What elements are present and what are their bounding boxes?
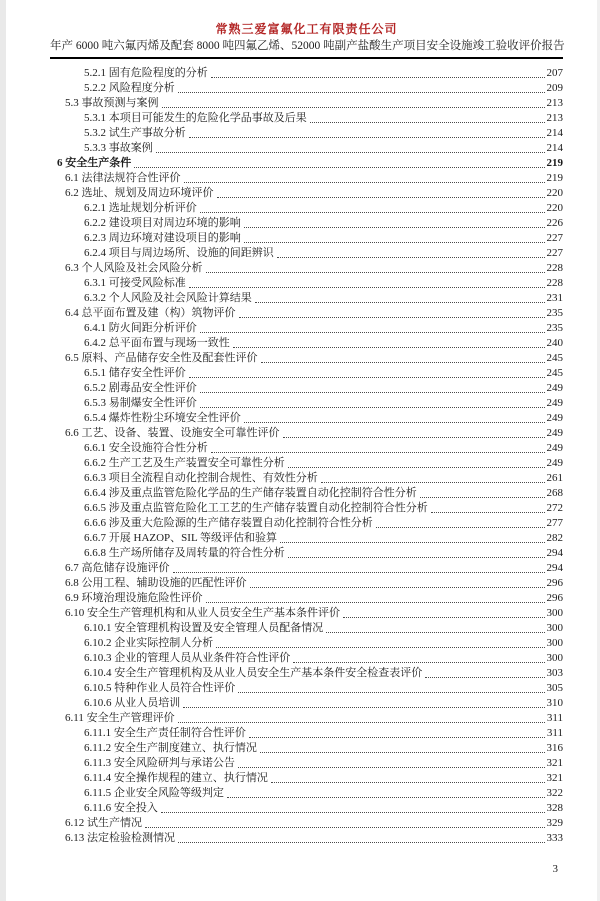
dot-leader	[189, 287, 545, 288]
toc-entry-page: 245	[546, 352, 563, 364]
toc-entry	[50, 681, 563, 696]
dot-leader	[200, 332, 545, 333]
toc-entry-label: 6.5.2 剧毒品安全性评价	[84, 382, 197, 394]
toc-entry-page: 294	[546, 547, 563, 559]
dot-leader	[260, 752, 545, 753]
toc-entry	[50, 306, 563, 321]
toc-entry-page: 231	[546, 292, 563, 304]
toc-entry	[50, 426, 563, 441]
dot-leader	[200, 212, 545, 213]
toc-entry	[50, 471, 563, 486]
dot-leader	[238, 767, 545, 768]
dot-leader	[211, 77, 545, 78]
toc-entry-label: 6.12 试生产情况	[65, 817, 142, 829]
toc-entry-label: 6.11 安全生产管理评价	[65, 712, 175, 724]
toc-entry-label: 6.4.1 防火间距分析评价	[84, 322, 197, 334]
dot-leader	[239, 317, 545, 318]
toc-entry-label: 6.2.2 建设项目对周边环境的影响	[84, 217, 241, 229]
toc-entry-label: 5.3.1 本项目可能发生的危险化学品事故及后果	[84, 112, 307, 124]
toc-entry-label: 6.6.6 涉及重大危险源的生产储存装置自动化控制符合性分析	[84, 517, 373, 529]
toc-entry	[50, 786, 563, 801]
toc-entry	[50, 336, 563, 351]
toc-entry	[50, 141, 563, 156]
toc-entry-label: 6.6.4 涉及重点监管危险化学品的生产储存装置自动化控制符合性分析	[84, 487, 417, 499]
toc-entry-page: 249	[546, 382, 563, 394]
toc-entry	[50, 831, 563, 846]
toc-entry-page: 240	[546, 337, 563, 349]
toc-entry-label: 6.13 法定检验检测情况	[65, 832, 175, 844]
toc-entry-label: 6.3.1 可接受风险标准	[84, 277, 186, 289]
toc-entry	[50, 711, 563, 726]
toc-entry	[50, 486, 563, 501]
toc-entry	[50, 381, 563, 396]
toc-entry	[50, 66, 563, 81]
toc-entry-label: 6.11.2 安全生产制度建立、执行情况	[84, 742, 257, 754]
toc-entry-label: 6.10.5 特种作业人员符合性评价	[84, 682, 236, 694]
toc-entry-page: 303	[546, 667, 563, 679]
toc-entry-page: 219	[546, 172, 563, 184]
toc-entry-page: 207	[546, 67, 563, 79]
toc-entry-page: 311	[546, 712, 563, 724]
dot-leader	[183, 707, 544, 708]
toc-entry-label: 6.6.3 项目全流程自动化控制合规性、有效性分析	[84, 472, 318, 484]
toc-entry	[50, 366, 563, 381]
toc-entry-label: 6.2.4 项目与周边场所、设施的间距辨识	[84, 247, 274, 259]
dot-leader	[189, 137, 545, 138]
dot-leader	[156, 152, 545, 153]
toc-entry-page: 220	[546, 187, 563, 199]
dot-leader	[200, 392, 545, 393]
toc-entry	[50, 591, 563, 606]
dot-leader	[227, 797, 545, 798]
toc-entry	[50, 651, 563, 666]
toc-entry-label: 6.3.2 个人风险及社会风险计算结果	[84, 292, 252, 304]
toc-entry	[50, 261, 563, 276]
toc-entry-page: 209	[546, 82, 563, 94]
toc-entry	[50, 81, 563, 96]
dot-leader	[238, 692, 544, 693]
dot-leader	[145, 827, 545, 828]
toc-entry-page: 213	[546, 97, 563, 109]
toc-entry-page: 294	[546, 562, 563, 574]
toc-entry	[50, 771, 563, 786]
dot-leader	[420, 497, 545, 498]
toc-entry	[50, 696, 563, 711]
dot-leader	[343, 617, 545, 618]
toc-entry-page: 321	[546, 772, 563, 784]
dot-leader	[321, 482, 545, 483]
toc-entry-label: 6.9 环境治理设施危险性评价	[65, 592, 203, 604]
toc-entry-label: 6.10.2 企业实际控制人分析	[84, 637, 214, 649]
toc-entry-label: 6.6.5 涉及重点监管危险化工工艺的生产储存装置自动化控制符合性分析	[84, 502, 428, 514]
dot-leader	[425, 677, 544, 678]
toc-entry-label: 6.6.2 生产工艺及生产装置安全可靠性分析	[84, 457, 285, 469]
page-content	[50, 22, 563, 846]
toc-entry-label: 6.6.7 开展 HAZOP、SIL 等级评估和验算	[84, 532, 278, 544]
dot-leader	[211, 452, 545, 453]
toc-entry-page: 296	[546, 577, 563, 589]
toc-entry-page: 296	[546, 592, 563, 604]
toc-entry-label: 6.6.8 生产场所储存及周转量的符合性分析	[84, 547, 285, 559]
toc-entry-page: 328	[546, 802, 563, 814]
toc-entry-label: 6 安全生产条件	[57, 157, 132, 169]
toc-entry	[50, 756, 563, 771]
toc-list	[50, 66, 563, 846]
toc-entry-page: 300	[546, 652, 563, 664]
toc-entry-label: 5.3 事故预测与案例	[65, 97, 159, 109]
dot-leader	[206, 272, 545, 273]
toc-entry-page: 272	[546, 502, 563, 514]
dot-leader	[280, 542, 544, 543]
toc-entry-label: 6.5.4 爆炸性粉尘环境安全性评价	[84, 412, 241, 424]
dot-leader	[189, 377, 545, 378]
dot-leader	[244, 227, 545, 228]
dot-leader	[431, 512, 545, 513]
toc-entry-page: 249	[546, 442, 563, 454]
toc-entry	[50, 396, 563, 411]
toc-entry	[50, 441, 563, 456]
toc-entry-page: 322	[546, 787, 563, 799]
toc-entry-label: 6.5.3 易制爆安全性评价	[84, 397, 197, 409]
toc-entry	[50, 246, 563, 261]
toc-entry	[50, 741, 563, 756]
toc-entry	[50, 186, 563, 201]
dot-leader	[326, 632, 544, 633]
dot-leader	[233, 347, 545, 348]
toc-entry-label: 5.2.1 固有危险程度的分析	[84, 67, 208, 79]
toc-entry-page: 321	[546, 757, 563, 769]
toc-entry-label: 5.3.2 试生产事故分析	[84, 127, 186, 139]
toc-entry-page: 219	[546, 157, 563, 169]
dot-leader	[200, 407, 545, 408]
toc-entry-label: 6.3 个人风险及社会风险分析	[65, 262, 203, 274]
toc-entry-label: 6.5.1 储存安全性评价	[84, 367, 186, 379]
dot-leader	[134, 167, 544, 168]
toc-entry-page: 268	[546, 487, 563, 499]
toc-entry-label: 6.4 总平面布置及建（构）筑物评价	[65, 307, 236, 319]
dot-leader	[288, 467, 545, 468]
toc-entry-page: 249	[546, 397, 563, 409]
toc-entry	[50, 276, 563, 291]
toc-entry-page: 220	[546, 202, 563, 214]
dot-leader	[310, 122, 545, 123]
toc-entry-label: 6.4.2 总平面布置与现场一致性	[84, 337, 230, 349]
toc-entry-page: 213	[546, 112, 563, 124]
toc-entry-label: 6.2.1 选址规划分析评价	[84, 202, 197, 214]
toc-entry-page: 329	[546, 817, 563, 829]
toc-entry	[50, 621, 563, 636]
toc-entry	[50, 516, 563, 531]
toc-entry-label: 6.8 公用工程、辅助设施的匹配性评价	[65, 577, 247, 589]
toc-entry	[50, 111, 563, 126]
dot-leader	[283, 437, 545, 438]
toc-entry-label: 6.6 工艺、设备、装置、设施安全可靠性评价	[65, 427, 280, 439]
toc-entry-page: 214	[546, 142, 563, 154]
toc-entry-page: 310	[546, 697, 563, 709]
toc-entry-page: 227	[546, 247, 563, 259]
toc-entry	[50, 156, 563, 171]
toc-entry	[50, 666, 563, 681]
dot-leader	[161, 812, 545, 813]
dot-leader	[244, 242, 545, 243]
dot-leader	[288, 557, 545, 558]
toc-entry-label: 6.10 安全生产管理机构和从业人员安全生产基本条件评价	[65, 607, 340, 619]
toc-entry-page: 316	[546, 742, 563, 754]
toc-entry	[50, 216, 563, 231]
toc-entry	[50, 561, 563, 576]
toc-entry-page: 249	[546, 412, 563, 424]
dot-leader	[293, 662, 544, 663]
report-title-header: 年产 6000 吨六氟丙烯及配套 8000 吨四氟乙烯、52000 吨副产盐酸生产项目安全设施竣工验收评价报告	[50, 40, 565, 52]
dot-leader	[244, 422, 545, 423]
toc-entry	[50, 321, 563, 336]
toc-entry	[50, 816, 563, 831]
toc-entry	[50, 531, 563, 546]
toc-entry-label: 6.11.6 安全投入	[84, 802, 158, 814]
toc-entry-label: 6.10.3 企业的管理人员从业条件符合性评价	[84, 652, 291, 664]
toc-entry	[50, 96, 563, 111]
toc-entry-label: 6.2.3 周边环境对建设项目的影响	[84, 232, 241, 244]
dot-leader	[250, 587, 545, 588]
toc-entry	[50, 606, 563, 621]
toc-entry-page: 249	[546, 457, 563, 469]
toc-entry-page: 249	[546, 427, 563, 439]
toc-entry	[50, 291, 563, 306]
toc-entry-label: 6.11.3 安全风险研判与承诺公告	[84, 757, 235, 769]
toc-entry-label: 5.2.2 风险程度分析	[84, 82, 175, 94]
toc-entry	[50, 546, 563, 561]
dot-leader	[255, 302, 545, 303]
dot-leader	[261, 362, 545, 363]
dot-leader	[249, 737, 545, 738]
toc-entry-page: 214	[546, 127, 563, 139]
toc-entry	[50, 126, 563, 141]
toc-entry-page: 300	[546, 637, 563, 649]
dot-leader	[178, 842, 545, 843]
toc-entry	[50, 801, 563, 816]
toc-entry-label: 6.2 选址、规划及周边环境评价	[65, 187, 214, 199]
page-edge-left	[0, 0, 6, 901]
toc-entry-label: 6.11.1 安全生产责任制符合性评价	[84, 727, 246, 739]
dot-leader	[271, 782, 545, 783]
toc-entry-page: 333	[546, 832, 563, 844]
dot-leader	[162, 107, 545, 108]
dot-leader	[217, 197, 545, 198]
toc-entry-page: 235	[546, 307, 563, 319]
toc-entry-page: 300	[546, 607, 563, 619]
dot-leader	[184, 182, 545, 183]
toc-entry-label: 6.11.5 企业安全风险等级判定	[84, 787, 224, 799]
header-rule	[50, 57, 563, 59]
dot-leader	[376, 527, 545, 528]
toc-entry-label: 5.3.3 事故案例	[84, 142, 153, 154]
footer-page-number: 3	[552, 863, 558, 875]
dot-leader	[277, 257, 545, 258]
toc-entry-page: 282	[546, 532, 563, 544]
toc-entry-page: 228	[546, 277, 563, 289]
toc-entry-page: 305	[546, 682, 563, 694]
toc-entry	[50, 231, 563, 246]
toc-entry	[50, 726, 563, 741]
toc-entry-label: 6.10.1 安全管理机构设置及安全管理人员配备情况	[84, 622, 324, 634]
company-name-header: 常熟三爱富氟化工有限责任公司	[215, 22, 398, 36]
dot-leader	[206, 602, 545, 603]
toc-entry-page: 311	[546, 727, 563, 739]
dot-leader	[216, 647, 544, 648]
dot-leader	[173, 572, 545, 573]
toc-entry	[50, 501, 563, 516]
toc-entry-label: 6.6.1 安全设施符合性分析	[84, 442, 208, 454]
toc-entry-label: 6.10.6 从业人员培训	[84, 697, 181, 709]
toc-entry-page: 235	[546, 322, 563, 334]
toc-entry-label: 6.11.4 安全操作规程的建立、执行情况	[84, 772, 268, 784]
toc-entry	[50, 636, 563, 651]
toc-entry	[50, 456, 563, 471]
toc-entry	[50, 411, 563, 426]
toc-entry	[50, 351, 563, 366]
toc-entry-label: 6.5 原料、产品储存安全性及配套性评价	[65, 352, 258, 364]
toc-entry-page: 228	[546, 262, 563, 274]
toc-entry-page: 261	[546, 472, 563, 484]
toc-entry-label: 6.7 高危储存设施评价	[65, 562, 170, 574]
toc-entry-label: 6.1 法律法规符合性评价	[65, 172, 181, 184]
toc-entry-page: 277	[546, 517, 563, 529]
toc-entry-label: 6.10.4 安全生产管理机构及从业人员安全生产基本条件安全检查表评价	[84, 667, 423, 679]
toc-entry-page: 300	[546, 622, 563, 634]
toc-entry-page: 226	[546, 217, 563, 229]
toc-entry-page: 227	[546, 232, 563, 244]
dot-leader	[178, 92, 545, 93]
toc-entry	[50, 201, 563, 216]
toc-entry	[50, 576, 563, 591]
dot-leader	[178, 722, 545, 723]
toc-entry	[50, 171, 563, 186]
toc-entry-page: 245	[546, 367, 563, 379]
